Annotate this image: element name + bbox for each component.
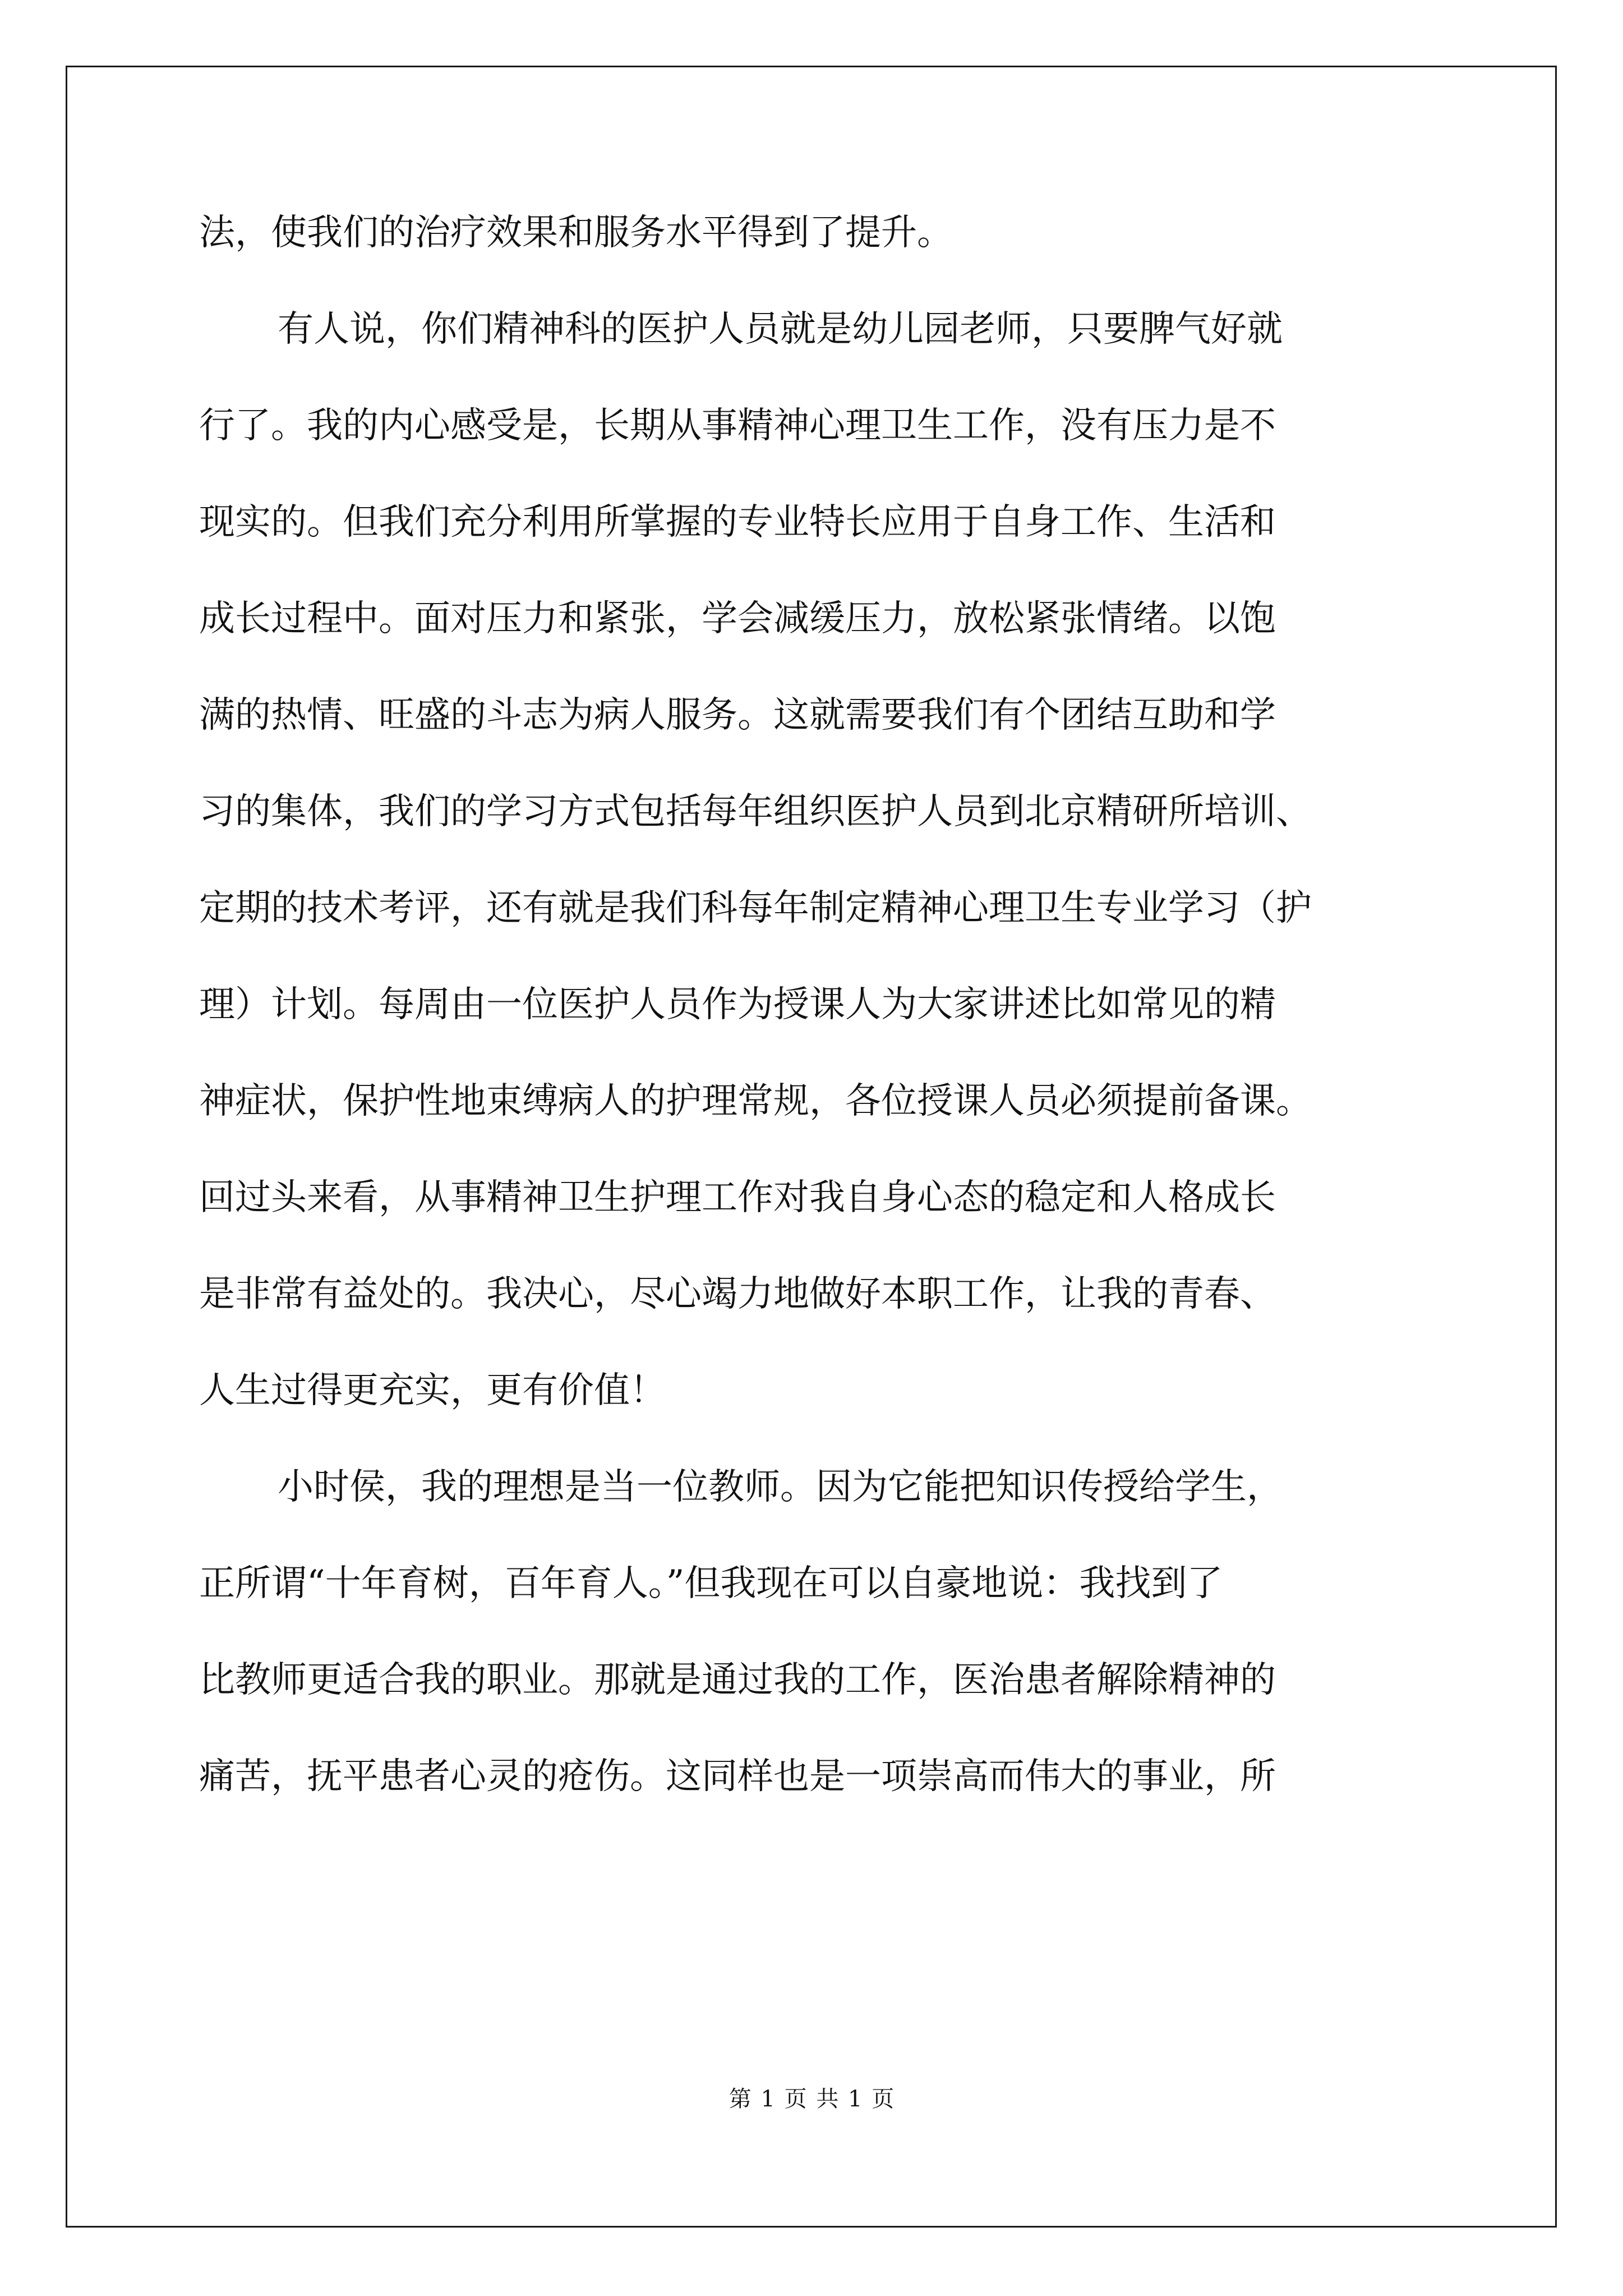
text-line: 小时侯，我的理想是当一位教师。因为它能把知识传授给学生， xyxy=(278,1466,1283,1508)
text-line: 行了。我的内心感受是，长期从事精神心理卫生工作，没有压力是不 xyxy=(199,405,1276,447)
text-line: 习的集体，我们的学习方式包括每年组织医护人员到北京精研所培训、 xyxy=(199,791,1312,832)
text-line: 比教师更适合我的职业。那就是通过我的工作，医治患者解除精神的 xyxy=(199,1659,1276,1701)
text-line: 是非常有益处的。我决心，尽心竭力地做好本职工作，让我的青春、 xyxy=(199,1273,1276,1315)
text-line: 痛苦，抚平患者心灵的疮伤。这同样也是一项崇高而伟大的事业，所 xyxy=(199,1756,1276,1797)
text-line: 成长过程中。面对压力和紧张，学会减缓压力，放松紧张情绪。以饱 xyxy=(199,598,1276,639)
text-line: 回过头来看，从事精神卫生护理工作对我自身心态的稳定和人格成长 xyxy=(199,1177,1276,1218)
text-line: 满的热情、旺盛的斗志为病人服务。这就需要我们有个团结互助和学 xyxy=(199,694,1276,736)
page-number-footer: 第 1 页 共 1 页 xyxy=(728,2086,895,2112)
text-line: 有人说，你们精神科的医护人员就是幼儿园老师，只要脾气好就 xyxy=(278,309,1283,350)
text-line: 法，使我们的治疗效果和服务水平得到了提升。 xyxy=(199,212,953,254)
text-line: 定期的技术考评，还有就是我们科每年制定精神心理卫生专业学习（护 xyxy=(199,887,1312,929)
document-body xyxy=(199,208,1467,1848)
text-line: 人生过得更充实，更有价值！ xyxy=(199,1370,666,1411)
text-line: 现实的。但我们充分利用所掌握的专业特长应用于自身工作、生活和 xyxy=(199,501,1276,543)
text-line: 神症状，保护性地束缚病人的护理常规，各位授课人员必须提前备课。 xyxy=(199,1080,1312,1122)
text-line: 理）计划。每周由一位医护人员作为授课人为大家讲述比如常见的精 xyxy=(199,984,1276,1025)
text-line: 正所谓“十年育树，百年育人。”但我现在可以自豪地说：我找到了 xyxy=(199,1563,1223,1604)
